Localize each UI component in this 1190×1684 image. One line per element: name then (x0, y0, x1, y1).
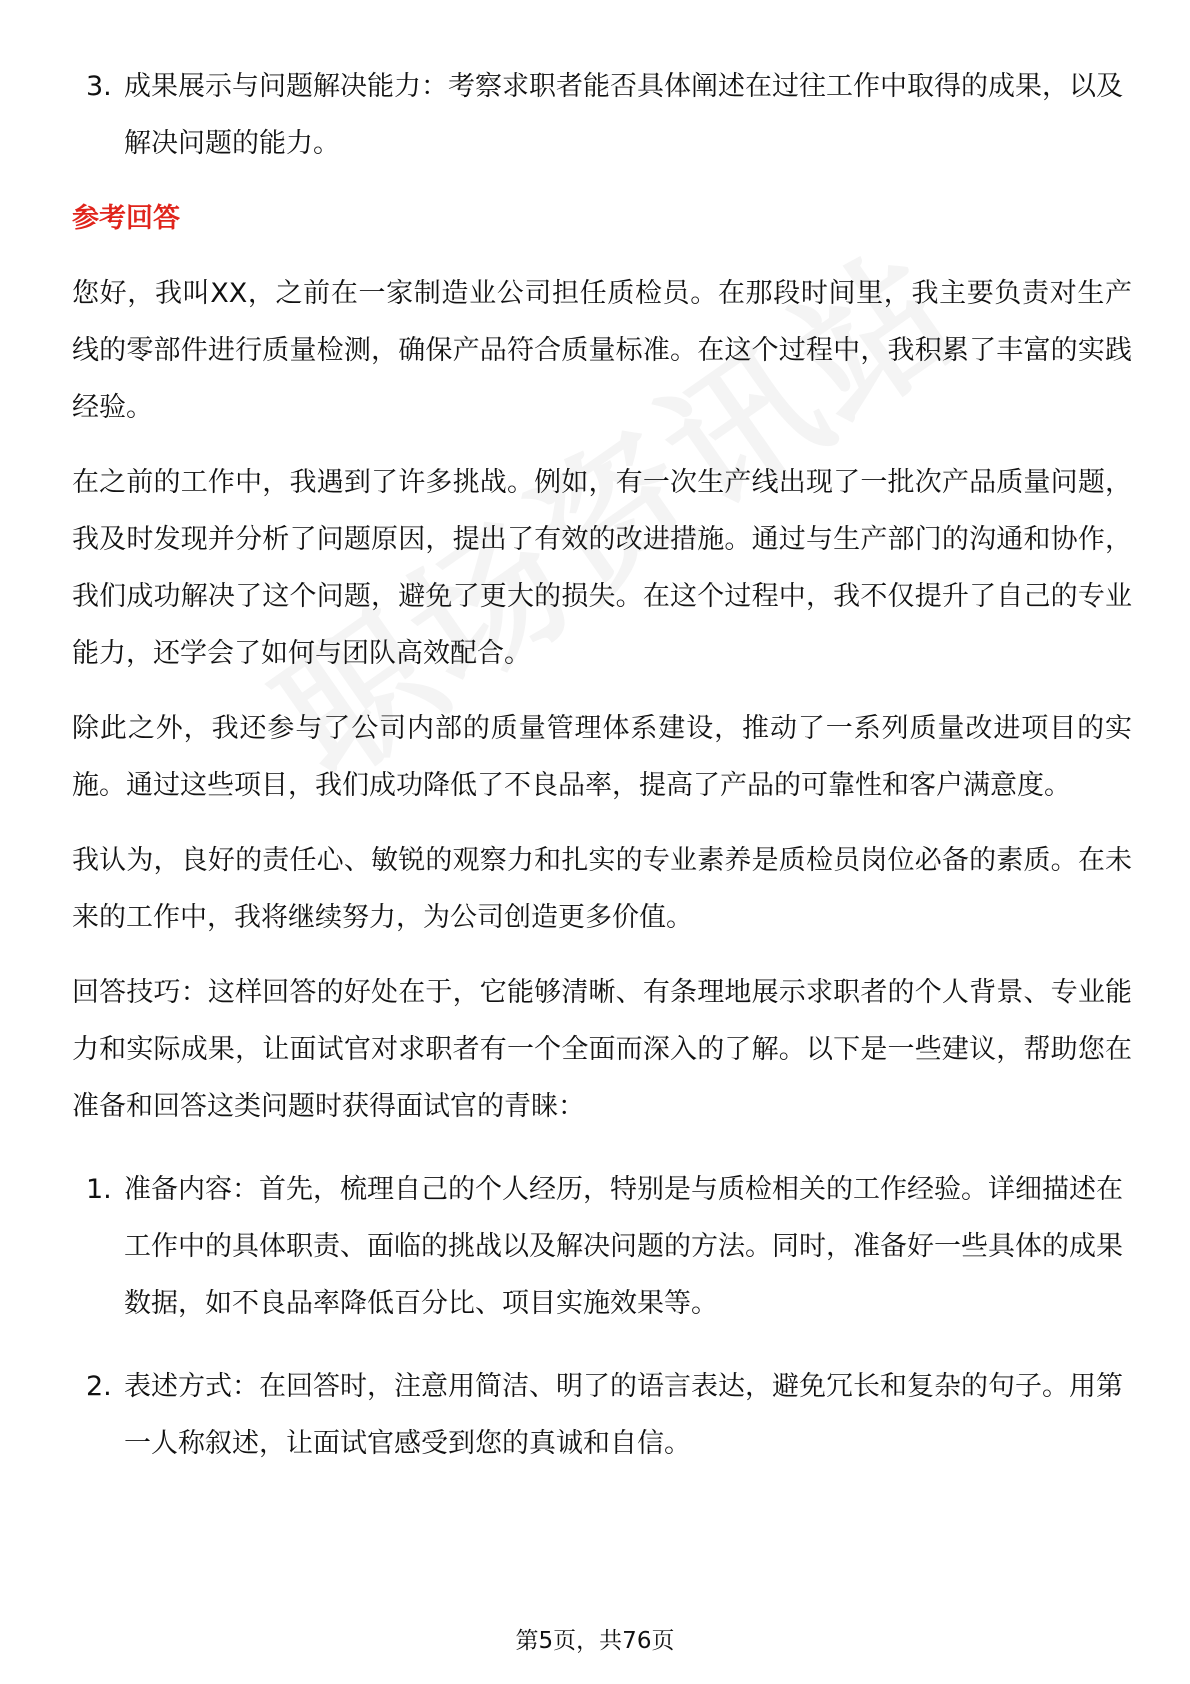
list-item-text: 表述方式：在回答时，注意用简洁、明了的语言表达，避免冗长和复杂的句子。用第一人称叙述，让面试官感受到您的真诚和自信。 (124, 1371, 1123, 1459)
list-number: 1. (86, 1174, 112, 1205)
list-item-text: 成果展示与问题解决能力：考察求职者能否具体阐述在过往工作中取得的成果，以及解决问题的能力。 (124, 71, 1123, 159)
paragraph-challenges: 在之前的工作中，我遇到了许多挑战。例如，有一次生产线出现了一批次产品质量问题，我及时发现并分析了问题原因，提出了有效的改进措施。通过与生产部门的沟通和协作，我们成功解决了这个问题，避免了更大的损失。在这个过程中，我不仅提升了自己的专业能力，还学会了如何与团队高效配合。 (72, 467, 1132, 669)
section-heading: 参考回答 (72, 203, 180, 234)
paragraph-quality-system: 除此之外，我还参与了公司内部的质量管理体系建设，推动了一系列质量改进项目的实施。通过这些项目，我们成功降低了不良品率，提高了产品的可靠性和客户满意度。 (72, 713, 1132, 801)
list-item-2 (72, 1358, 1132, 1472)
list-number: 2. (86, 1371, 112, 1402)
list-item-1 (72, 1161, 1132, 1332)
list-item-text: 准备内容：首先，梳理自己的个人经历，特别是与质检相关的工作经验。详细描述在工作中的具体职责、面临的挑战以及解决问题的方法。同时，准备好一些具体的成果数据，如不良品率降低百分比、项目实施效果等。 (124, 1174, 1123, 1319)
paragraph-qualities: 我认为，良好的责任心、敏锐的观察力和扎实的专业素养是质检员岗位必备的素质。在未来的工作中，我将继续努力，为公司创造更多价值。 (72, 845, 1132, 933)
list-item-3 (72, 58, 1132, 172)
paragraph-intro: 您好，我叫XX，之前在一家制造业公司担任质检员。在那段时间里，我主要负责对生产线的零部件进行质量检测，确保产品符合质量标准。在这个过程中，我积累了丰富的实践经验。 (72, 278, 1132, 423)
page-content (72, 58, 1132, 1472)
paragraph-tips-intro: 回答技巧：这样回答的好处在于，它能够清晰、有条理地展示求职者的个人背景、专业能力和实际成果，让面试官对求职者有一个全面而深入的了解。以下是一些建议，帮助您在准备和回答这类问题时获得面试官的青睐： (72, 977, 1132, 1122)
page-footer: 第5页，共76页 (515, 1628, 675, 1654)
list-number: 3. (86, 71, 112, 102)
